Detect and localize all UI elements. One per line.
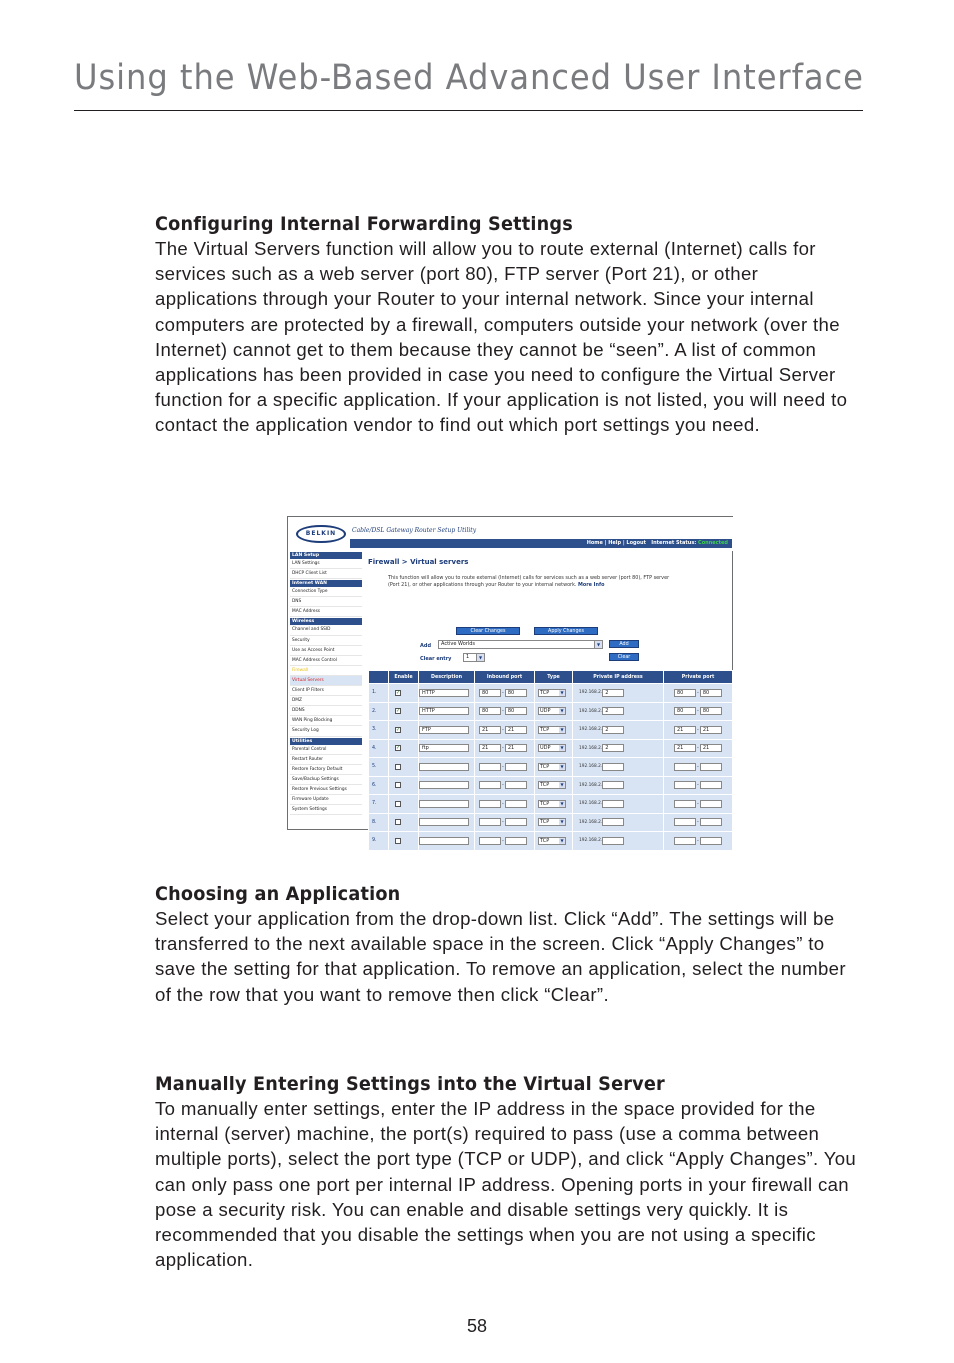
inbound-port-start-input[interactable]: 21 (479, 744, 501, 752)
protocol-select[interactable] (538, 707, 566, 715)
table-row (369, 758, 733, 777)
sidebar-item[interactable]: MAC Address (290, 607, 362, 617)
private-port-end-input[interactable] (700, 818, 722, 826)
internet-status-label: Internet Status: (651, 540, 697, 546)
sidebar-item[interactable]: Save/Backup Settings (290, 775, 362, 785)
private-ip-cell (573, 702, 664, 721)
row-number: 5. (369, 758, 389, 777)
inbound-port-end-input[interactable]: 21 (505, 726, 527, 734)
protocol-value: TCP (540, 689, 550, 696)
inbound-port-cell (475, 702, 535, 721)
private-port-start-input[interactable]: 80 (674, 689, 696, 697)
private-ip-input[interactable] (602, 763, 624, 771)
private-ip-input[interactable] (602, 781, 624, 789)
inbound-port-end-input[interactable]: 21 (505, 744, 527, 752)
enable-checkbox[interactable]: ✓ (396, 708, 401, 714)
sidebar-item[interactable]: MAC Address Control (290, 656, 362, 666)
sidebar-item[interactable]: Restore Factory Default (290, 765, 362, 775)
protocol-value: TCP (540, 763, 550, 770)
inbound-port-cell (475, 739, 535, 758)
ip-prefix: 192.168.2. (579, 690, 603, 696)
inbound-port-start-input[interactable]: 80 (479, 707, 501, 715)
port-range-dash: - (502, 745, 504, 752)
private-port-start-input[interactable] (674, 763, 696, 771)
port-range-dash: - (697, 708, 699, 715)
ip-prefix: 192.168.2. (579, 838, 603, 844)
description-input[interactable]: ftp (419, 744, 469, 752)
help-link[interactable]: Help (608, 540, 622, 546)
ip-prefix: 192.168.2. (579, 819, 603, 825)
protocol-select[interactable] (538, 726, 566, 734)
protocol-value: TCP (540, 837, 550, 844)
private-port-cell (664, 795, 733, 814)
description-input[interactable] (419, 837, 469, 845)
page-number: 58 (466, 1316, 488, 1336)
row-number: 8. (369, 813, 389, 832)
table-row (369, 776, 733, 795)
port-range-dash: - (697, 763, 699, 770)
private-port-end-input[interactable]: 21 (700, 744, 722, 752)
chevron-down-icon: ▼ (560, 837, 564, 843)
sidebar-item[interactable]: Virtual Servers (290, 676, 362, 686)
private-port-cell (664, 721, 733, 740)
title-rule (74, 110, 863, 111)
sidebar-item[interactable]: Firewall (290, 666, 362, 676)
description-input[interactable] (419, 800, 469, 808)
section-heading: Configuring Internal Forwarding Settings (155, 213, 573, 235)
section-body: To manually enter settings, enter the IP address in the space provided for the internal (server) machine, the port(s) required to pass (use a comma between multiple ports), select the port type (TCP or UDP), and click “Apply Changes”. You can only pass one port per internal IP address. Opening ports in your firewall can pose a security risk. You can enable and disable settings very quickly. It is recommended that you disable the settings when you are not using a specific application. (155, 1098, 857, 1271)
private-port-cell (664, 813, 733, 832)
enable-cell (389, 832, 419, 851)
sidebar-item[interactable]: DNS (290, 597, 362, 607)
inbound-port-end-input[interactable] (505, 800, 527, 808)
description-cell (419, 832, 475, 851)
add-button[interactable]: Add (609, 640, 639, 648)
port-range-dash: - (502, 837, 504, 844)
description-cell (419, 739, 475, 758)
chevron-down-icon: ▼ (560, 763, 564, 769)
sidebar-item[interactable]: Security Log (290, 726, 362, 736)
protocol-value: TCP (540, 819, 550, 826)
description-input[interactable]: FTP (419, 726, 469, 734)
clear-button[interactable]: Clear (609, 653, 639, 661)
private-ip-input[interactable]: 2 (602, 744, 624, 752)
port-range-dash: - (502, 800, 504, 807)
type-cell (535, 721, 573, 740)
clear-entry-select[interactable] (463, 653, 485, 662)
router-description (388, 575, 678, 589)
sidebar-group: Internet WAN (290, 580, 362, 587)
page-title: Using the Web-Based Advanced User Interface (74, 58, 864, 98)
enable-cell (389, 813, 419, 832)
type-cell (535, 702, 573, 721)
private-port-cell (664, 702, 733, 721)
port-range-dash: - (502, 819, 504, 826)
private-ip-input[interactable]: 2 (602, 689, 624, 697)
private-port-end-input[interactable]: 21 (700, 726, 722, 734)
inbound-port-end-input[interactable] (505, 781, 527, 789)
private-port-cell (664, 776, 733, 795)
private-port-end-input[interactable]: 80 (700, 689, 722, 697)
port-range-dash: - (502, 726, 504, 733)
row-number: 9. (369, 832, 389, 851)
private-port-end-input[interactable] (700, 837, 722, 845)
sidebar-item[interactable]: Use as Access Point (290, 646, 362, 656)
private-port-start-input[interactable] (674, 800, 696, 808)
chevron-down-icon: ▼ (560, 819, 564, 825)
private-port-start-input[interactable] (674, 818, 696, 826)
chevron-down-icon: ▼ (560, 745, 564, 751)
protocol-value: TCP (540, 726, 550, 733)
virtual-servers-table (368, 670, 733, 851)
inbound-port-start-input[interactable]: 21 (479, 726, 501, 734)
description-cell (419, 721, 475, 740)
inbound-port-cell (475, 795, 535, 814)
ip-prefix: 192.168.2. (579, 708, 603, 714)
description-input[interactable] (419, 781, 469, 789)
inbound-port-start-input[interactable] (479, 800, 501, 808)
protocol-select[interactable] (538, 781, 566, 789)
private-port-end-input[interactable] (700, 800, 722, 808)
enable-checkbox[interactable] (395, 838, 401, 844)
chevron-down-icon: ▼ (560, 708, 564, 714)
protocol-value: UDP (540, 708, 551, 715)
section-body: The Virtual Servers function will allow you to route external (Internet) calls for services such as a web server (port 80), FTP server (Port 21), or other applications through your Router to your internal network. Since your internal computers are protected by a firewall, computers outside your network (over the Internet) cannot get to them because they cannot be “seen”. A list of common applications has been provided in case you need to configure the Virtual Server function for a specific application. If your application is not listed, you will need to contact the application vendor to find out which port settings you need. (155, 238, 848, 436)
inbound-port-start-input[interactable] (479, 818, 501, 826)
inbound-port-end-input[interactable]: 80 (505, 707, 527, 715)
internet-status-value: Connected (698, 540, 728, 546)
table-row (369, 721, 733, 740)
enable-cell (389, 684, 419, 703)
sidebar-item[interactable]: System Settings (290, 805, 362, 815)
enable-cell (389, 758, 419, 777)
column-header: Private IP address (573, 671, 664, 684)
sidebar-item[interactable]: WAN Ping Blocking (290, 716, 362, 726)
chevron-down-icon: ▼ (560, 689, 564, 695)
sidebar-item[interactable]: DMZ (290, 696, 362, 706)
sidebar-item[interactable]: DHCP Client List (290, 569, 362, 579)
inbound-port-end-input[interactable] (505, 837, 527, 845)
sidebar-group: Wireless (290, 618, 362, 625)
chevron-down-icon: ▼ (560, 800, 564, 806)
private-ip-input[interactable] (602, 837, 624, 845)
type-cell (535, 813, 573, 832)
protocol-value: TCP (540, 800, 550, 807)
protocol-select[interactable] (538, 837, 566, 845)
chevron-down-icon: ▼ (560, 782, 564, 788)
private-ip-cell (573, 721, 664, 740)
chevron-down-icon: ▼ (560, 726, 564, 732)
description-input[interactable]: HTTP (419, 689, 469, 697)
ip-prefix: 192.168.2. (579, 745, 603, 751)
table-row (369, 795, 733, 814)
private-ip-input[interactable] (602, 818, 624, 826)
column-header: Description (419, 671, 475, 684)
type-cell (535, 776, 573, 795)
column-header: Inbound port (475, 671, 535, 684)
private-ip-cell (573, 832, 664, 851)
inbound-port-start-input[interactable]: 80 (479, 689, 501, 697)
router-topnav: Home | Help | Logout Internet Status: Connected (586, 540, 728, 546)
column-header: Enable (389, 671, 419, 684)
enable-checkbox[interactable] (395, 782, 401, 788)
enable-cell (389, 795, 419, 814)
inbound-port-start-input[interactable] (479, 781, 501, 789)
ip-prefix: 192.168.2. (579, 782, 603, 788)
private-port-start-input[interactable] (674, 781, 696, 789)
clear-entry-label: Clear entry (420, 656, 452, 662)
more-info-link[interactable]: More Info (578, 582, 605, 588)
port-range-dash: - (697, 837, 699, 844)
router-description-text: This function will allow you to route external (Internet) calls for services such as a web server (port 80), FTP server (Port 21), or other applications through your Router to your internal network. (388, 575, 670, 588)
private-port-end-input[interactable]: 80 (700, 707, 722, 715)
port-range-dash: - (697, 800, 699, 807)
type-cell (535, 795, 573, 814)
add-label: Add (420, 643, 432, 649)
row-number: 3. (369, 721, 389, 740)
enable-cell (389, 776, 419, 795)
column-header: Type (535, 671, 573, 684)
logout-link[interactable]: Logout (626, 540, 647, 546)
port-range-dash: - (502, 782, 504, 789)
enable-checkbox[interactable]: ✓ (396, 745, 401, 751)
private-port-cell (664, 832, 733, 851)
row-number: 2. (369, 702, 389, 721)
private-port-cell (664, 684, 733, 703)
home-link[interactable]: Home (586, 540, 603, 546)
section-choosing-application (155, 882, 865, 1007)
type-cell (535, 758, 573, 777)
inbound-port-start-input[interactable] (479, 763, 501, 771)
port-range-dash: - (502, 689, 504, 696)
port-range-dash: - (697, 726, 699, 733)
row-number: 1. (369, 684, 389, 703)
private-ip-cell (573, 684, 664, 703)
private-ip-input[interactable] (602, 800, 624, 808)
inbound-port-end-input[interactable] (505, 763, 527, 771)
enable-checkbox[interactable] (395, 764, 401, 770)
private-port-start-input[interactable]: 80 (674, 707, 696, 715)
ip-prefix: 192.168.2. (579, 801, 603, 807)
sidebar-item[interactable]: Channel and SSID (290, 625, 362, 635)
table-row (369, 832, 733, 851)
section-heading: Choosing an Application (155, 883, 401, 905)
inbound-port-cell (475, 813, 535, 832)
sidebar-item[interactable]: LAN Settings (290, 559, 362, 569)
column-header (369, 671, 389, 684)
private-ip-input[interactable]: 2 (602, 726, 624, 734)
type-cell (535, 684, 573, 703)
section-internal-forwarding (155, 212, 865, 438)
sidebar-group: LAN Setup (290, 552, 362, 559)
private-port-cell (664, 758, 733, 777)
private-ip-cell (573, 776, 664, 795)
router-screenshot (287, 516, 733, 844)
description-input[interactable] (419, 818, 469, 826)
description-cell (419, 702, 475, 721)
row-number: 6. (369, 776, 389, 795)
table-row (369, 813, 733, 832)
port-range-dash: - (697, 689, 699, 696)
ip-prefix: 192.168.2. (579, 764, 603, 770)
protocol-select[interactable] (538, 800, 566, 808)
description-cell (419, 813, 475, 832)
inbound-port-cell (475, 684, 535, 703)
sidebar-item[interactable]: Connection Type (290, 587, 362, 597)
port-range-dash: - (697, 745, 699, 752)
sidebar-item[interactable]: Parental Control (290, 745, 362, 755)
enable-cell (389, 702, 419, 721)
description-input[interactable]: HTTP (419, 707, 469, 715)
description-cell (419, 684, 475, 703)
enable-checkbox[interactable]: ✓ (396, 689, 401, 696)
protocol-select[interactable] (538, 818, 566, 826)
private-ip-cell (573, 795, 664, 814)
table-row (369, 702, 733, 721)
sidebar-group: Utilities (290, 738, 362, 745)
type-cell (535, 739, 573, 758)
enable-cell (389, 739, 419, 758)
port-range-dash: - (502, 763, 504, 770)
port-range-dash: - (697, 819, 699, 826)
sidebar-item[interactable]: Firmware Update (290, 795, 362, 805)
inbound-port-start-input[interactable] (479, 837, 501, 845)
inbound-port-cell (475, 776, 535, 795)
section-body: Select your application from the drop-down list. Click “Add”. The settings will be transferred to the next available space in the screen. Click “Apply Changes” to save the setting for that application. To remove an application, select the number of the row that you want to remove then click “Clear”. (155, 908, 846, 1005)
description-cell (419, 795, 475, 814)
table-row (369, 739, 733, 758)
application-select-value: Active Worlds (441, 641, 475, 647)
router-sidebar (290, 551, 362, 829)
enable-checkbox[interactable]: ✓ (396, 726, 401, 733)
sidebar-item[interactable]: Restart Router (290, 755, 362, 765)
section-heading: Manually Entering Settings into the Virtual Server (155, 1073, 665, 1095)
clear-changes-button[interactable]: Clear Changes (456, 627, 520, 635)
protocol-value: TCP (540, 782, 550, 789)
row-number: 4. (369, 739, 389, 758)
belkin-logo: BELKIN (296, 525, 346, 543)
ip-prefix: 192.168.2. (579, 727, 603, 733)
private-ip-cell (573, 739, 664, 758)
enable-checkbox[interactable] (395, 819, 401, 825)
private-port-start-input[interactable] (674, 837, 696, 845)
inbound-port-cell (475, 832, 535, 851)
router-header (288, 517, 734, 551)
inbound-port-end-input[interactable] (505, 818, 527, 826)
private-ip-cell (573, 758, 664, 777)
protocol-select[interactable] (538, 744, 566, 752)
private-port-cell (664, 739, 733, 758)
row-number: 7. (369, 795, 389, 814)
sidebar-item[interactable]: Client IP Filters (290, 686, 362, 696)
private-port-end-input[interactable] (700, 763, 722, 771)
router-topbar (350, 539, 732, 548)
enable-cell (389, 721, 419, 740)
section-manual-settings (155, 1072, 865, 1272)
inbound-port-cell (475, 758, 535, 777)
protocol-select[interactable] (538, 689, 566, 697)
private-ip-cell (573, 813, 664, 832)
chevron-down-icon: ▼ (594, 641, 602, 648)
chevron-down-icon: ▼ (476, 654, 484, 661)
private-ip-input[interactable]: 2 (602, 707, 624, 715)
table-row (369, 684, 733, 703)
protocol-select[interactable] (538, 763, 566, 771)
inbound-port-end-input[interactable]: 80 (505, 689, 527, 697)
clear-entry-value: 1 (466, 654, 470, 660)
apply-changes-button[interactable]: Apply Changes (534, 627, 598, 635)
utility-title: Cable/DSL Gateway Router Setup Utility (352, 527, 477, 534)
column-header: Private port (664, 671, 733, 684)
router-breadcrumb: Firewall > Virtual servers (368, 558, 469, 566)
application-select[interactable] (438, 640, 603, 649)
type-cell (535, 832, 573, 851)
description-cell (419, 758, 475, 777)
sidebar-item[interactable]: Restore Previous Settings (290, 785, 362, 795)
private-port-start-input[interactable]: 21 (674, 744, 696, 752)
port-range-dash: - (697, 782, 699, 789)
port-range-dash: - (502, 708, 504, 715)
description-cell (419, 776, 475, 795)
enable-checkbox[interactable] (395, 801, 401, 807)
private-port-end-input[interactable] (700, 781, 722, 789)
description-input[interactable] (419, 763, 469, 771)
inbound-port-cell (475, 721, 535, 740)
router-content (366, 551, 732, 844)
sidebar-item[interactable]: Security (290, 636, 362, 646)
private-port-start-input[interactable]: 21 (674, 726, 696, 734)
sidebar-item[interactable]: DDNS (290, 706, 362, 716)
protocol-value: UDP (540, 745, 551, 752)
